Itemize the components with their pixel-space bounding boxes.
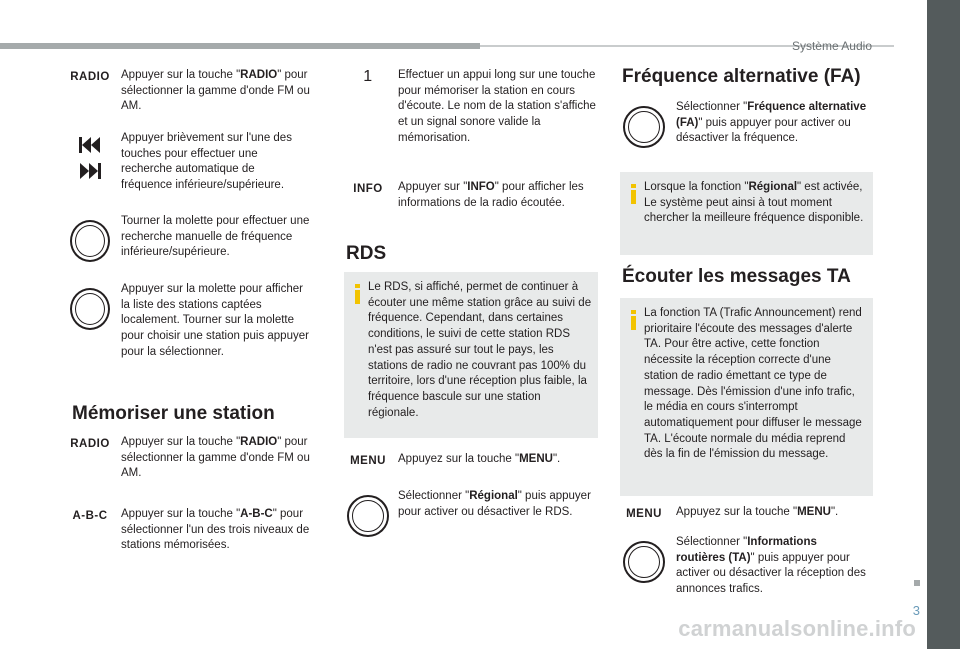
ta-info-box — [620, 298, 873, 496]
menu-key-label: MENU — [350, 455, 386, 467]
row-regional-text: Sélectionner "Régional" puis appuyer pour activer ou désactiver le RDS. — [398, 490, 591, 518]
watermark: carmanualsonline.info — [678, 616, 916, 641]
page-number: 3 — [912, 603, 920, 618]
row-menu-2 — [622, 505, 876, 521]
row-preset-1-text: Effectuer un appui long sur une touche pour mémoriser la station en cours d'écoute. Le nom de la station s'affiche et un signal sonore valide la mémorisation. — [398, 69, 596, 144]
row-knob-press-text: Appuyer sur la molette pour afficher la liste des stations captées localement. Tourner sur la molette pour choisir une station puis appuyer pour la sélectionner. — [121, 283, 309, 358]
row-menu-text: Appuyez sur la touche "MENU". — [398, 453, 561, 465]
row-info-text: Appuyer sur "INFO" pour afficher les informations de la radio écoutée. — [398, 181, 584, 209]
radio-key-label: RADIO — [70, 71, 110, 83]
row-info — [346, 180, 598, 211]
menu-key-label: MENU — [626, 508, 662, 520]
side-bar — [927, 0, 960, 649]
radio-key-label: RADIO — [70, 438, 110, 450]
row-fa — [622, 100, 874, 148]
rotary-knob-icon — [347, 495, 389, 537]
abc-key-label: A-B-C — [72, 510, 108, 522]
row-knob-turn-text: Tourner la molette pour effectuer une recherche manuelle de fréquence inférieure/supérieure. — [121, 215, 310, 259]
seek-buttons — [70, 131, 110, 179]
rds-info-box — [344, 272, 598, 438]
row-radio-2-text: Appuyer sur la touche "RADIO" pour sélectionner la gamme d'onde FM ou AM. — [121, 436, 310, 480]
info-icon — [630, 184, 638, 204]
row-regional — [346, 489, 593, 537]
section-title-memoriser: Mémoriser une station — [72, 403, 275, 424]
row-seek — [70, 131, 306, 194]
section-title-fa: Fréquence alternative (FA) — [622, 66, 861, 87]
row-fa-text: Sélectionner "Fréquence alternative (FA)" puis appuyer pour activer ou désactiver la fréquence. — [676, 101, 867, 145]
header-rule — [0, 43, 480, 49]
row-seek-text: Appuyer brièvement sur l'une des touches pour effectuer une recherche automatique de fréquence inférieure/supérieure. — [121, 132, 292, 192]
seek-back-icon — [79, 137, 101, 153]
rotary-knob-icon — [623, 541, 665, 583]
ta-info-text: La fonction TA (Trafic Announcement) rend prioritaire l'écoute des messages d'alerte TA. Pour être active, cette fonction nécessite la réception correcte d'une station de radio émettant ce type de message. Dès l'émission d'une info trafic, le média en cours s'interrompt automatiquement pour diffuser le message TA. L'écoute normale du média reprend dès la fin de l'émission du message. — [644, 307, 862, 461]
row-menu-2-text: Appuyez sur la touche "MENU". — [676, 506, 839, 518]
row-ta — [622, 535, 866, 598]
header-title: Système Audio — [791, 39, 872, 53]
row-menu — [346, 452, 598, 468]
row-abc-text: Appuyer sur la touche "A-B-C" pour sélectionner l'un des trois niveaux de stations mémorisées. — [121, 508, 310, 552]
info-icon — [630, 310, 638, 330]
seek-forward-icon — [79, 163, 101, 179]
row-ta-text: Sélectionner "Informations routières (TA)" puis appuyer pour activer ou désactiver la réception des annonces trafics. — [676, 536, 866, 596]
row-radio — [70, 68, 321, 115]
rotary-knob-icon — [623, 106, 665, 148]
rds-info-text: Le RDS, si affiché, permet de continuer à écouter une même station grâce au suivi de fréquence. Cependant, dans certaines conditions, le suivi de cette station RDS n'est pas assuré sur tout le pays, les stations de radio ne couvrant pas 100% du territoire, lors d'une réception plus faible, la fréquence bascule sur une station régionale. — [368, 281, 592, 419]
rotary-knob-icon — [70, 288, 110, 330]
section-title-rds: RDS — [346, 243, 387, 264]
row-abc — [70, 507, 316, 554]
row-radio-2 — [70, 435, 321, 482]
preset-key-label: 1 — [363, 68, 373, 85]
row-knob-press — [70, 282, 313, 361]
row-preset-1 — [346, 68, 596, 147]
row-knob-turn — [70, 214, 311, 262]
fa-info-text: Lorsque la fonction "Régional" est activée, Le système peut ainsi à tout moment chercher la meilleure fréquence disponible. — [644, 181, 864, 225]
info-key-label: INFO — [353, 183, 383, 195]
continue-mark — [914, 580, 920, 586]
section-title-ta: Écouter les messages TA — [622, 266, 851, 287]
row-radio-text: Appuyer sur la touche "RADIO" pour sélectionner la gamme d'onde FM ou AM. — [121, 69, 310, 113]
fa-info-box — [620, 172, 873, 255]
info-icon — [354, 284, 362, 304]
rotary-knob-icon — [70, 220, 110, 262]
